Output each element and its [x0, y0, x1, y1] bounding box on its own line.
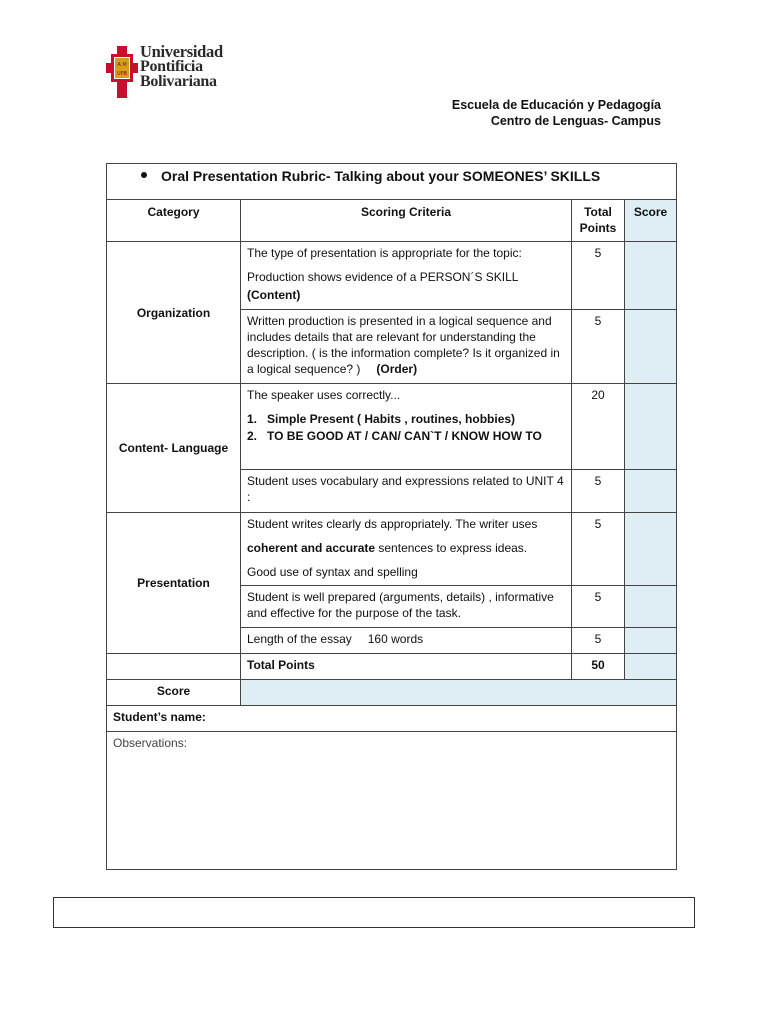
criteria-text: Written production is presented in a logical sequence and includes details that are relevant for understanding the description. ( is the information complete? Is it organized in a logical sequence? ): [247, 314, 560, 376]
points-cell: 5: [572, 628, 625, 654]
logo-line-1: Universidad: [140, 42, 223, 61]
criteria-text: sentences to express ideas.: [375, 541, 528, 555]
category-content-language: Content- Language: [107, 384, 241, 513]
points-cell: 5: [572, 470, 625, 513]
university-logo: [106, 44, 246, 98]
criteria-presentation-clarity: [241, 513, 572, 586]
total-points-label: Total Points: [241, 654, 572, 680]
criteria-content-vocabulary: Student uses vocabulary and expressions related to UNIT 4 :: [241, 470, 572, 513]
score-input-cell[interactable]: [625, 310, 677, 384]
criteria-text: Length of the essay: [247, 632, 352, 646]
school-name: Escuela de Educación y Pedagogía: [451, 98, 661, 112]
score-input-cell[interactable]: [625, 384, 677, 470]
criteria-text: Student writes clearly ds appropriately. The writer uses: [247, 517, 538, 531]
criteria-text: The type of presentation is appropriate for the topic:: [247, 246, 522, 260]
list-item: [247, 411, 565, 427]
criteria-text: The speaker uses correctly...: [247, 388, 401, 402]
logo-line-3: Bolivariana: [140, 73, 217, 90]
logo-wordmark: [140, 44, 223, 89]
header-score: Score: [625, 200, 677, 242]
criteria-keyword: (Order): [376, 362, 418, 376]
criteria-text-line: [247, 540, 565, 556]
header-total-points: Total Points: [572, 200, 625, 242]
observations-label: Observations:: [113, 736, 188, 750]
rubric-title-text: Oral Presentation Rubric- Talking about your SOMEONES’ SKILLS: [161, 168, 601, 184]
points-cell: 5: [572, 513, 625, 586]
university-crest-icon: [106, 46, 138, 98]
logo-line-2: Pontificia: [140, 58, 203, 75]
points-cell: 5: [572, 586, 625, 628]
score-input-cell[interactable]: [625, 586, 677, 628]
category-presentation: Presentation: [107, 513, 241, 654]
total-points-value: 50: [572, 654, 625, 680]
score-input-cell[interactable]: [625, 513, 677, 586]
rubric-table: [106, 163, 677, 870]
student-name-label: Student’s name:: [113, 710, 206, 724]
criteria-keyword: (Content): [247, 288, 301, 302]
total-score-input-cell[interactable]: [625, 654, 677, 680]
grammar-list: [247, 411, 565, 444]
list-item: [247, 428, 565, 444]
svg-text:A M: A M: [117, 62, 127, 68]
word-count: 160 words: [367, 632, 424, 646]
bullet-icon: [141, 172, 147, 178]
observations-field[interactable]: [107, 732, 677, 870]
criteria-presentation-preparation: Student is well prepared (arguments, details) , informative and effective for the purpose of the task.: [241, 586, 572, 628]
list-item-text: TO BE GOOD AT / CAN/ CAN`T / KNOW HOW TO: [267, 429, 542, 443]
criteria-content-grammar: [241, 384, 572, 470]
points-cell: 20: [572, 384, 625, 470]
svg-text:UPB: UPB: [116, 71, 128, 77]
score-input-cell[interactable]: [625, 242, 677, 310]
center-name: Centro de Lenguas- Campus: [490, 114, 661, 128]
footer-box: [53, 897, 695, 928]
criteria-text: Production shows evidence of a PERSON´S SKILL: [247, 270, 519, 284]
points-cell: 5: [572, 242, 625, 310]
criteria-organization-content: [241, 242, 572, 310]
list-number: 1.: [247, 412, 258, 426]
header-category: Category: [107, 200, 241, 242]
student-name-field[interactable]: [107, 706, 677, 732]
criteria-keyword: coherent and accurate: [247, 541, 376, 555]
final-score-input-cell[interactable]: [241, 680, 677, 706]
school-heading: [452, 97, 661, 129]
list-number: 2.: [247, 429, 258, 443]
points-cell: 5: [572, 310, 625, 384]
score-input-cell[interactable]: [625, 628, 677, 654]
criteria-presentation-length: [241, 628, 572, 654]
category-organization: Organization: [107, 242, 241, 384]
score-input-cell[interactable]: [625, 470, 677, 513]
list-item-text: Simple Present ( Habits , routines, hobbies): [267, 412, 516, 426]
empty-cell: [107, 654, 241, 680]
score-label: Score: [107, 680, 241, 706]
criteria-organization-order: [241, 310, 572, 384]
header-scoring-criteria: Scoring Criteria: [241, 200, 572, 242]
criteria-text: Good use of syntax and spelling: [247, 565, 418, 579]
rubric-title: [107, 164, 677, 200]
